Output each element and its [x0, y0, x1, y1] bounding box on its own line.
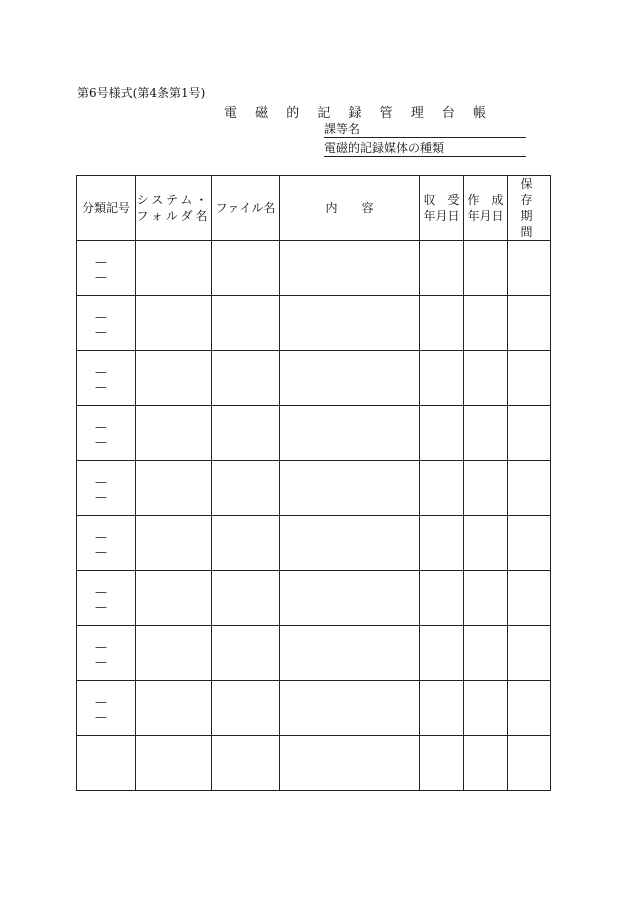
retention-period-cell[interactable] [508, 626, 551, 681]
system-folder-cell[interactable] [136, 406, 212, 461]
column-header-label: 期 間 [520, 209, 538, 239]
document-title: 電 磁 的 記 録 管 理 台 帳 [224, 106, 494, 121]
table-header-row [77, 176, 551, 241]
column-header-content [280, 176, 420, 241]
column-header-label: 内 容 [325, 201, 374, 215]
table-row [77, 461, 551, 516]
classification-cell[interactable]: — — [77, 516, 136, 571]
table-row [77, 241, 551, 296]
classification-cell[interactable]: — — [77, 296, 136, 351]
content-cell[interactable] [280, 516, 420, 571]
file-name-cell[interactable] [212, 296, 280, 351]
content-cell[interactable] [280, 296, 420, 351]
table-row [77, 516, 551, 571]
system-folder-cell[interactable] [136, 681, 212, 736]
content-cell[interactable] [280, 351, 420, 406]
system-folder-cell[interactable] [136, 241, 212, 296]
column-header-label: 作 成 [467, 193, 504, 207]
classification-cell[interactable]: — — [77, 241, 136, 296]
media-type-field[interactable]: 電磁的記録媒体の種類 [324, 140, 526, 157]
column-header-created-date [464, 176, 508, 241]
column-header-received-date [420, 176, 464, 241]
received-date-cell[interactable] [420, 351, 464, 406]
system-folder-cell[interactable] [136, 626, 212, 681]
received-date-cell[interactable] [420, 736, 464, 791]
received-date-cell[interactable] [420, 626, 464, 681]
content-cell[interactable] [280, 461, 420, 516]
created-date-cell[interactable] [464, 681, 508, 736]
created-date-cell[interactable] [464, 571, 508, 626]
file-name-cell[interactable] [212, 626, 280, 681]
classification-cell[interactable]: — — [77, 461, 136, 516]
created-date-cell[interactable] [464, 241, 508, 296]
classification-cell[interactable]: — — [77, 351, 136, 406]
column-header-label: 年月日 [467, 209, 504, 223]
content-cell[interactable] [280, 241, 420, 296]
system-folder-cell[interactable] [136, 351, 212, 406]
table-row [77, 571, 551, 626]
column-header-label: 収 受 [423, 193, 460, 207]
table-row [77, 296, 551, 351]
retention-period-cell[interactable] [508, 351, 551, 406]
received-date-cell[interactable] [420, 571, 464, 626]
column-header-label: 分類記号 [81, 201, 130, 215]
table-row [77, 626, 551, 681]
created-date-cell[interactable] [464, 461, 508, 516]
content-cell[interactable] [280, 736, 420, 791]
column-header-system-folder [136, 176, 212, 241]
classification-cell[interactable]: — — [77, 571, 136, 626]
file-name-cell[interactable] [212, 571, 280, 626]
table-row [77, 736, 551, 791]
retention-period-cell[interactable] [508, 296, 551, 351]
system-folder-cell[interactable] [136, 571, 212, 626]
content-cell[interactable] [280, 406, 420, 461]
received-date-cell[interactable] [420, 241, 464, 296]
received-date-cell[interactable] [420, 296, 464, 351]
column-header-file-name [212, 176, 280, 241]
retention-period-cell[interactable] [508, 736, 551, 791]
retention-period-cell[interactable] [508, 516, 551, 571]
classification-cell[interactable]: — — [77, 626, 136, 681]
system-folder-cell[interactable] [136, 296, 212, 351]
retention-period-cell[interactable] [508, 241, 551, 296]
system-folder-cell[interactable] [136, 461, 212, 516]
file-name-cell[interactable] [212, 241, 280, 296]
table-row [77, 681, 551, 736]
column-header-retention-period [508, 176, 551, 241]
retention-period-cell[interactable] [508, 571, 551, 626]
file-name-cell[interactable] [212, 681, 280, 736]
system-folder-cell[interactable] [136, 736, 212, 791]
retention-period-cell[interactable] [508, 681, 551, 736]
file-name-cell[interactable] [212, 461, 280, 516]
column-header-label: システム・ [136, 193, 211, 207]
column-header-label: ファイル名 [215, 201, 276, 215]
received-date-cell[interactable] [420, 461, 464, 516]
created-date-cell[interactable] [464, 406, 508, 461]
column-header-label: 年月日 [423, 209, 460, 223]
classification-cell[interactable]: — — [77, 681, 136, 736]
file-name-cell[interactable] [212, 406, 280, 461]
received-date-cell[interactable] [420, 516, 464, 571]
created-date-cell[interactable] [464, 736, 508, 791]
file-name-cell[interactable] [212, 516, 280, 571]
form-number: 第6号様式(第4条第1号) [77, 86, 206, 100]
table-row [77, 351, 551, 406]
created-date-cell[interactable] [464, 626, 508, 681]
table-row [77, 406, 551, 461]
file-name-cell[interactable] [212, 736, 280, 791]
content-cell[interactable] [280, 681, 420, 736]
received-date-cell[interactable] [420, 406, 464, 461]
record-ledger-table [76, 175, 551, 791]
content-cell[interactable] [280, 571, 420, 626]
column-header-label: フォルダ名 [136, 209, 211, 223]
retention-period-cell[interactable] [508, 406, 551, 461]
system-folder-cell[interactable] [136, 516, 212, 571]
classification-cell[interactable]: — — [77, 406, 136, 461]
received-date-cell[interactable] [420, 681, 464, 736]
created-date-cell[interactable] [464, 296, 508, 351]
column-header-classification [77, 176, 136, 241]
created-date-cell[interactable] [464, 516, 508, 571]
retention-period-cell[interactable] [508, 461, 551, 516]
created-date-cell[interactable] [464, 351, 508, 406]
column-header-label: 保 存 [520, 177, 538, 207]
classification-cell[interactable] [77, 736, 136, 791]
file-name-cell[interactable] [212, 351, 280, 406]
content-cell[interactable] [280, 626, 420, 681]
department-field[interactable]: 課等名 [324, 121, 526, 138]
